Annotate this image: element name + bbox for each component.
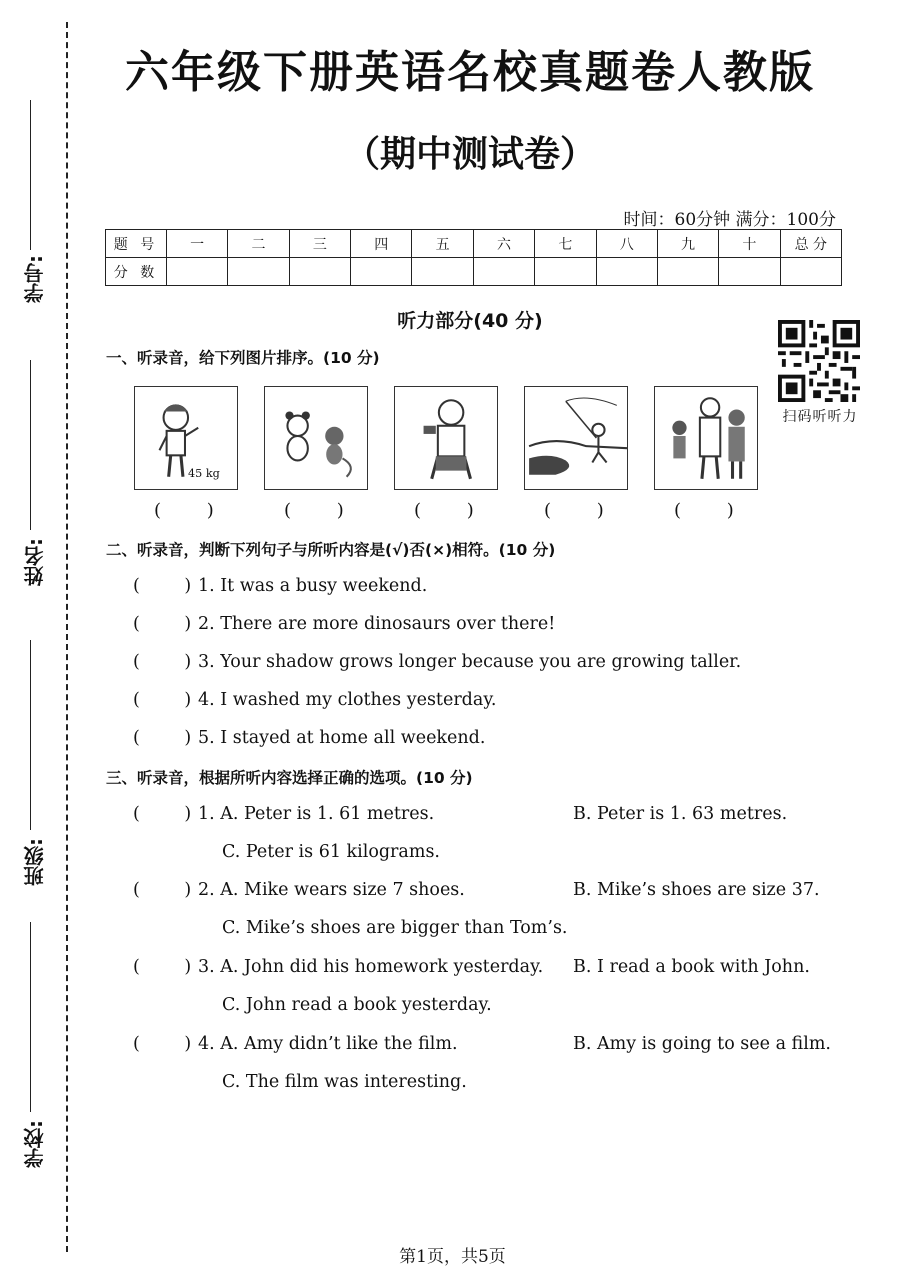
page-number: 第1页，共5页: [399, 1247, 506, 1267]
order-blank-5[interactable]: ( ): [674, 500, 734, 521]
score-cell[interactable]: [596, 258, 657, 286]
score-cell[interactable]: [535, 258, 596, 286]
score-col: 九: [657, 230, 718, 258]
score-col: 八: [596, 230, 657, 258]
picture-5: [654, 386, 758, 490]
qr-code-icon[interactable]: [778, 320, 860, 402]
answer-bracket[interactable]: ( ): [133, 690, 192, 710]
page-subtitle: （期中测试卷）: [343, 133, 596, 175]
school-field[interactable]: [30, 922, 31, 1112]
score-cell[interactable]: [780, 258, 841, 286]
section3-heading: 三、听录音，根据所听内容选择正确的选项。(10 分): [106, 769, 473, 787]
score-cell[interactable]: [289, 258, 350, 286]
order-blank-2[interactable]: ( ): [284, 500, 344, 521]
score-cell[interactable]: [228, 258, 289, 286]
boy-weighing-icon: [135, 387, 237, 489]
picture-2: [264, 386, 368, 490]
page-title: 六年级下册英语名校真题卷人教版: [125, 47, 815, 98]
section1-heading: 一、听录音，给下列图片排序。(10 分): [106, 349, 380, 367]
order-blank-3[interactable]: ( ): [414, 500, 474, 521]
score-col: 四: [351, 230, 412, 258]
score-table-header-row: [106, 230, 842, 258]
score-col: 二: [228, 230, 289, 258]
option-c: C. John read a book yesterday.: [222, 995, 492, 1015]
answer-bracket[interactable]: ( ): [133, 576, 192, 596]
score-col: 六: [473, 230, 534, 258]
time-info: 时间：60分钟 满分：100分: [623, 210, 836, 230]
weight-caption: 45 kg: [188, 466, 220, 480]
statement-item: 4. I washed my clothes yesterday.: [198, 690, 497, 710]
answer-bracket[interactable]: ( ): [133, 804, 192, 824]
score-cell[interactable]: [412, 258, 473, 286]
grandpa-drinking-icon: [395, 387, 497, 489]
student-no-field[interactable]: [30, 100, 31, 250]
score-cell[interactable]: [719, 258, 780, 286]
answer-bracket[interactable]: ( ): [133, 880, 192, 900]
order-blank-1[interactable]: ( ): [154, 500, 214, 521]
score-cell[interactable]: [473, 258, 534, 286]
score-cell[interactable]: [657, 258, 718, 286]
score-table-score-row: [106, 258, 842, 286]
name-field[interactable]: [30, 360, 31, 530]
fishing-by-lake-icon: [525, 387, 627, 489]
family-group-icon: [655, 387, 757, 489]
answer-bracket[interactable]: ( ): [133, 652, 192, 672]
qr-caption: 扫码听听力: [782, 409, 858, 425]
picture-1: [134, 386, 238, 490]
score-col: 七: [535, 230, 596, 258]
statement-item: 3. Your shadow grows longer because you are growing taller.: [198, 652, 742, 672]
listening-heading: 听力部分(40 分): [397, 310, 543, 332]
cut-line: [66, 22, 68, 1252]
score-table: [105, 229, 842, 286]
score-cell[interactable]: [351, 258, 412, 286]
panda-and-monkey-icon: [265, 387, 367, 489]
class-label: 班级:: [23, 838, 47, 886]
score-table-row-header: 分 数: [106, 258, 167, 286]
option-b: B. Peter is 1. 63 metres.: [573, 804, 788, 824]
option-a: 3. A. John did his homework yesterday.: [198, 957, 544, 977]
picture-3: [394, 386, 498, 490]
section2-heading: 二、听录音，判断下列句子与所听内容是(√)否(×)相符。(10 分): [106, 541, 556, 559]
answer-bracket[interactable]: ( ): [133, 1034, 192, 1054]
option-a: 1. A. Peter is 1. 61 metres.: [198, 804, 435, 824]
score-col: 三: [289, 230, 350, 258]
statement-item: 5. I stayed at home all weekend.: [198, 728, 486, 748]
name-label: 姓名:: [23, 538, 47, 586]
option-c: C. Peter is 61 kilograms.: [222, 842, 440, 862]
option-b: B. I read a book with John.: [573, 957, 810, 977]
answer-bracket[interactable]: ( ): [133, 614, 192, 634]
student-no-label: 学号:: [23, 255, 47, 303]
score-table-row-header: 题 号: [106, 230, 167, 258]
score-col-total: 总 分: [780, 230, 841, 258]
answer-bracket[interactable]: ( ): [133, 728, 192, 748]
statement-item: 1. It was a busy weekend.: [198, 576, 428, 596]
class-field[interactable]: [30, 640, 31, 830]
option-c: C. The film was interesting.: [222, 1072, 467, 1092]
school-label: 学校:: [23, 1120, 47, 1168]
option-a: 2. A. Mike wears size 7 shoes.: [198, 880, 465, 900]
binding-margin: [0, 0, 80, 1280]
option-a: 4. A. Amy didn’t like the film.: [198, 1034, 458, 1054]
score-col: 十: [719, 230, 780, 258]
statement-item: 2. There are more dinosaurs over there!: [198, 614, 556, 634]
score-col: 五: [412, 230, 473, 258]
score-col: 一: [167, 230, 228, 258]
answer-bracket[interactable]: ( ): [133, 957, 192, 977]
score-cell[interactable]: [167, 258, 228, 286]
option-c: C. Mike’s shoes are bigger than Tom’s.: [222, 918, 568, 938]
order-blank-4[interactable]: ( ): [544, 500, 604, 521]
option-b: B. Mike’s shoes are size 37.: [573, 880, 820, 900]
picture-4: [524, 386, 628, 490]
option-b: B. Amy is going to see a film.: [573, 1034, 831, 1054]
